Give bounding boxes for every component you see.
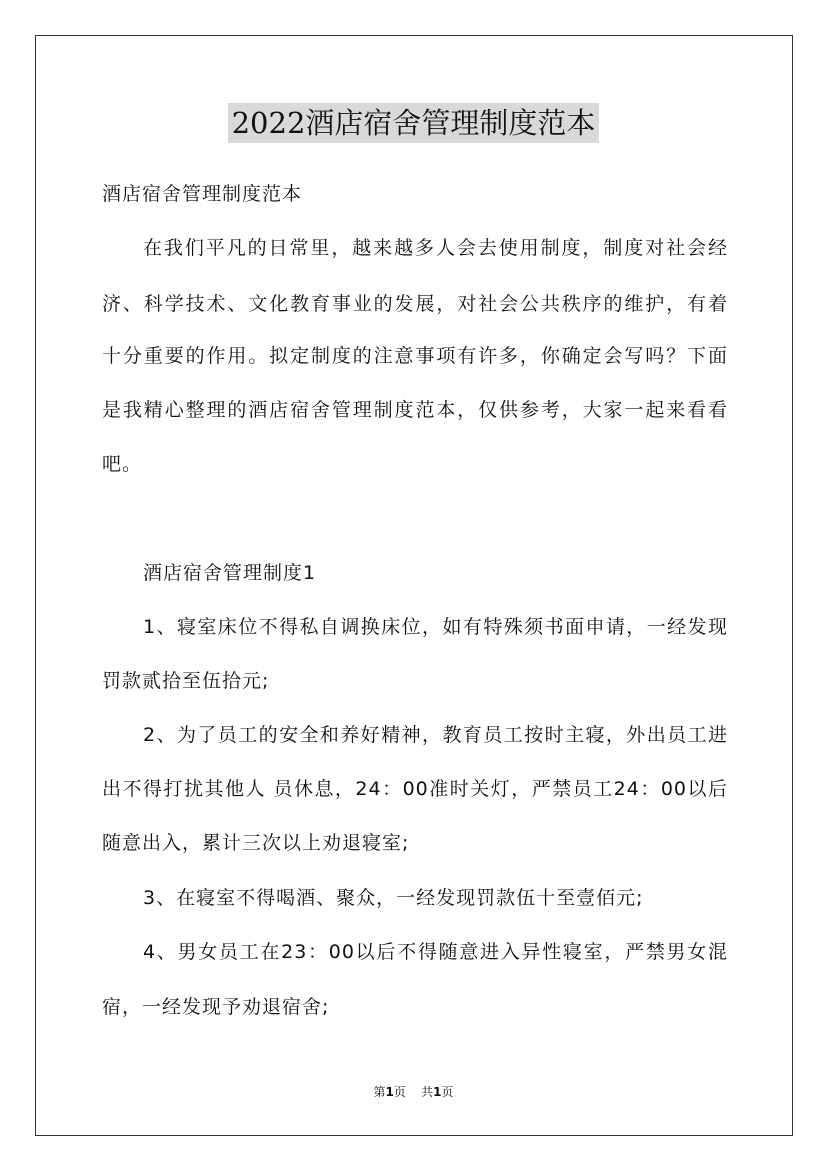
intro-line: 十分重要的作用。拟定制度的注意事项有许多，你确定会写吗？下面: [102, 345, 728, 367]
intro-line: 吧。: [102, 453, 143, 475]
document-subtitle: 酒店宿舍管理制度范本: [102, 183, 303, 205]
rule-line: 3、在寝室不得喝酒、聚众，一经发现罚款伍十至壹佰元;: [143, 887, 644, 909]
rule-line: 罚款贰拾至伍拾元;: [102, 670, 270, 692]
document-title: 2022酒店宿舍管理制度范本: [228, 103, 600, 143]
intro-line: 在我们平凡的日常里，越来越多人会去使用制度，制度对社会经: [143, 237, 728, 259]
rule-line: 出不得打扰其他人 员休息，24：00准时关灯，严禁员工24：00以后: [102, 778, 728, 800]
section-heading: 酒店宿舍管理制度1: [143, 562, 317, 584]
footer-page-number: 1: [385, 1085, 394, 1099]
title-container: [0, 103, 827, 143]
rule-line: 2、为了员工的安全和养好精神，教育员工按时主寝，外出员工进: [143, 724, 728, 746]
page-footer: [0, 1084, 827, 1100]
rule-line: 4、男女员工在23：00以后不得随意进入异性寝室，严禁男女混: [143, 941, 728, 963]
intro-line: 济、科学技术、文化教育事业的发展，对社会公共秩序的维护，有着: [102, 293, 728, 315]
rule-line: 随意出入，累计三次以上劝退寝室;: [102, 832, 410, 854]
footer-page-suffix: 页: [393, 1085, 406, 1099]
footer-page-prefix: 第: [373, 1085, 386, 1099]
intro-line: 是我精心整理的酒店宿舍管理制度范本，仅供参考，大家一起来看看: [102, 399, 728, 421]
footer-total-number: 1: [433, 1085, 442, 1099]
footer-total-prefix: 共: [421, 1085, 434, 1099]
rule-line: 宿，一经发现予劝退宿舍;: [102, 996, 330, 1018]
footer-total-suffix: 页: [441, 1085, 454, 1099]
rule-line: 1、寝室床位不得私自调换床位，如有特殊须书面申请，一经发现: [143, 616, 728, 638]
